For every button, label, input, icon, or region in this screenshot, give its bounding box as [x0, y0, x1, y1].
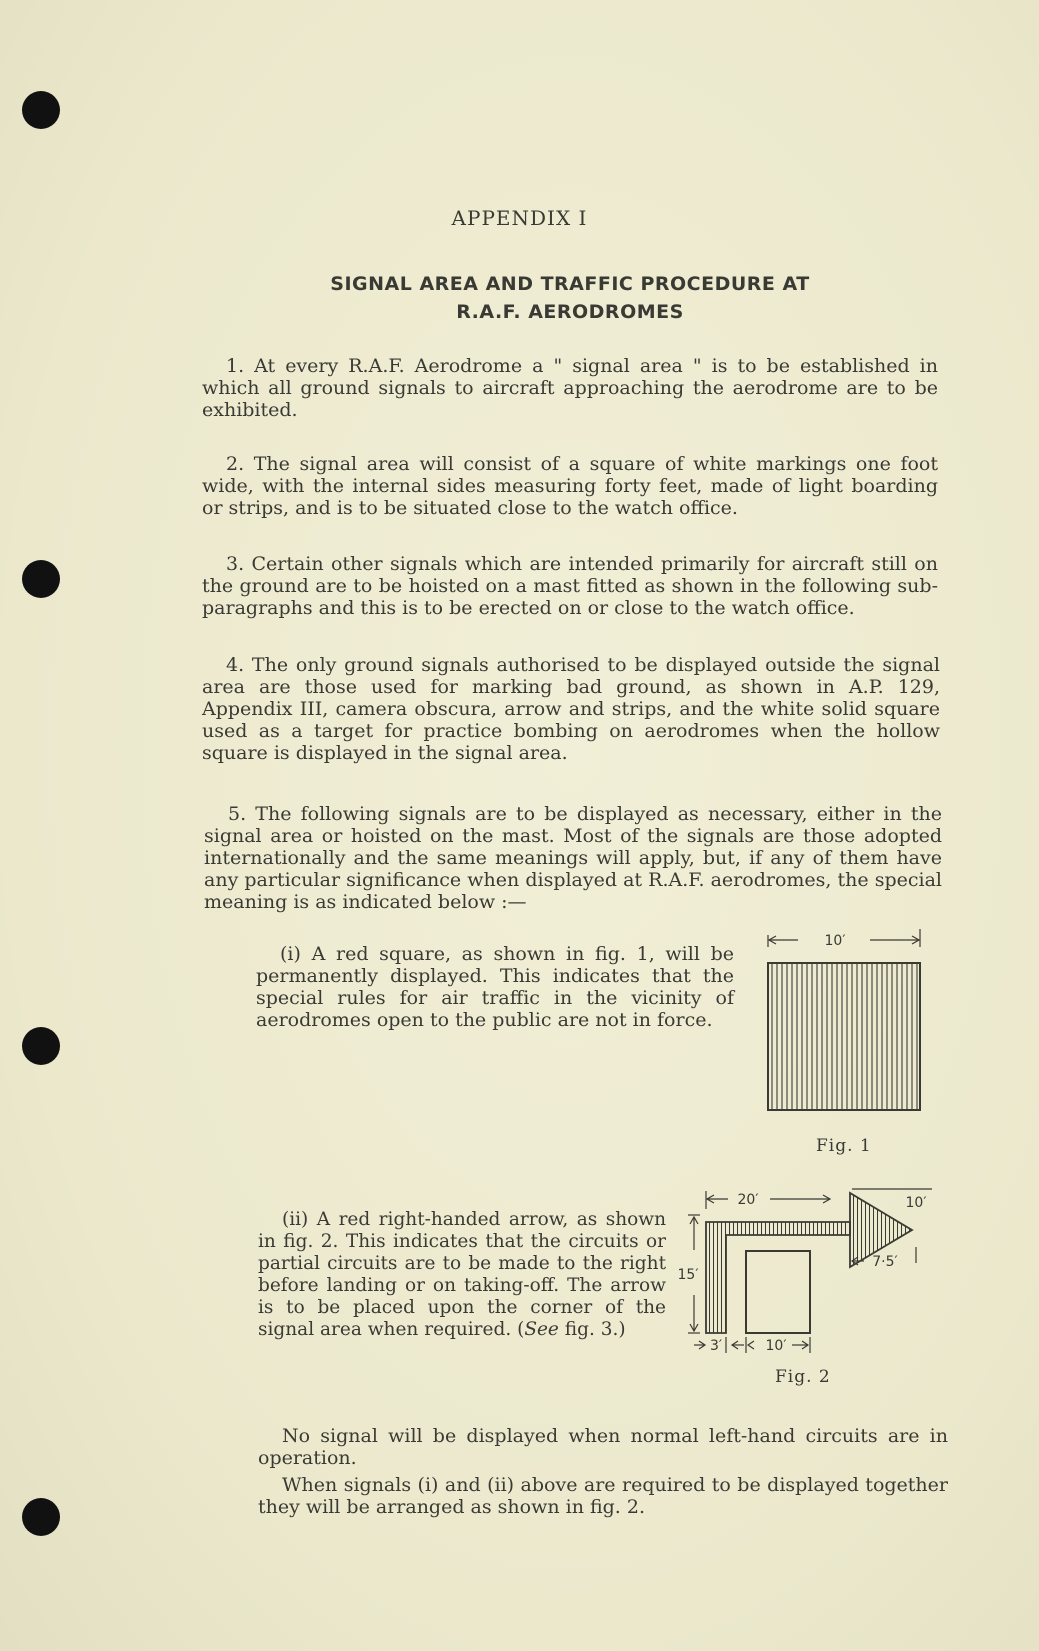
punch-hole	[22, 1498, 60, 1536]
fig2-head-dimension: 10′	[905, 1195, 927, 1211]
sub-paragraph-ii: (ii) A red right-handed arrow, as shown in fig. 2. This indicates that the circuits or partial circuits are to be made to the right before landing or on taking-off. The arrow is to be placed upon the corner of the signal area when required. (See fig. 3.)	[258, 1209, 666, 1340]
note-combined-signals: When signals (i) and (ii) above are required to be displayed together they will be arranged as shown in fig. 2.	[258, 1474, 948, 1518]
paragraph-2: 2. The signal area will consist of a square of white markings one foot wide, with the internal sides measuring forty feet, made of light boarding or strips, and is to be situated close to the watch office.	[202, 453, 938, 519]
appendix-heading: APPENDIX I	[451, 206, 588, 230]
fig2-caption: Fig. 2	[775, 1367, 831, 1387]
fig2-height-dimension: 15′	[677, 1267, 699, 1283]
note-left-hand-circuits: No signal will be displayed when normal left-hand circuits are in operation.	[258, 1425, 948, 1469]
see-reference: See	[524, 1319, 559, 1340]
fig2-arrow-length-dimension: 20′	[737, 1192, 759, 1208]
punch-hole	[22, 1027, 60, 1065]
fig2-square-dimension: 10′	[765, 1338, 787, 1354]
sub-paragraph-i: (i) A red square, as shown in fig. 1, will be permanently displayed. This indicates that the special rules for air traffic in the vicinity of aerodromes open to the public are not in force.	[256, 943, 734, 1031]
fig2-shaft-width-dimension: 3′	[709, 1338, 723, 1354]
fig1-caption: Fig. 1	[816, 1136, 872, 1156]
paragraph-1: 1. At every R.A.F. Aerodrome a " signal area " is to be established in which all ground signals to aircraft approaching the aerodrome are to be exhibited.	[202, 355, 938, 421]
figure-1-red-square	[760, 925, 930, 1115]
figure-2-arrow-diagram	[677, 1185, 940, 1360]
paragraph-3: 3. Certain other signals which are intended primarily for aircraft still on the ground are to be hoisted on a mast fitted as shown in the following sub-paragraphs and this is to be erected on or close to the watch office.	[202, 553, 938, 619]
fig1-width-dimension: 10′	[824, 933, 846, 949]
paragraph-5: 5. The following signals are to be displayed as necessary, either in the signal area or hoisted on the mast. Most of the signals are those adopted internationally and the same meanings will apply, but, if any of them have any particular significance when displayed at R.A.F. aerodromes, the special meaning is as indicated below :—	[204, 803, 942, 913]
fig-reference: fig. 3.)	[558, 1319, 626, 1340]
title-line-1: SIGNAL AREA AND TRAFFIC PROCEDURE AT	[330, 273, 810, 295]
sub-paragraph-ii-text: (ii) A red right-handed arrow, as shown in fig. 2. This indicates that the circuits or partial circuits are to be made to the right before landing or on taking-off. The arrow is to be placed upon the corner of the signal area when required.	[258, 1209, 666, 1340]
title-line-2: R.A.F. AERODROMES	[456, 301, 684, 323]
fig2-head-offset-dimension: 7·5′	[872, 1254, 898, 1270]
paragraph-4: 4. The only ground signals authorised to be displayed outside the signal area are those used for marking bad ground, as shown in A.P. 129, Appendix III, camera obscura, arrow and strips, and the white solid square used as a target for practice bombing on aerodromes when the hollow square is displayed in the signal area.	[202, 654, 940, 764]
punch-hole	[22, 91, 60, 129]
punch-hole	[22, 560, 60, 598]
page-title	[250, 270, 890, 326]
